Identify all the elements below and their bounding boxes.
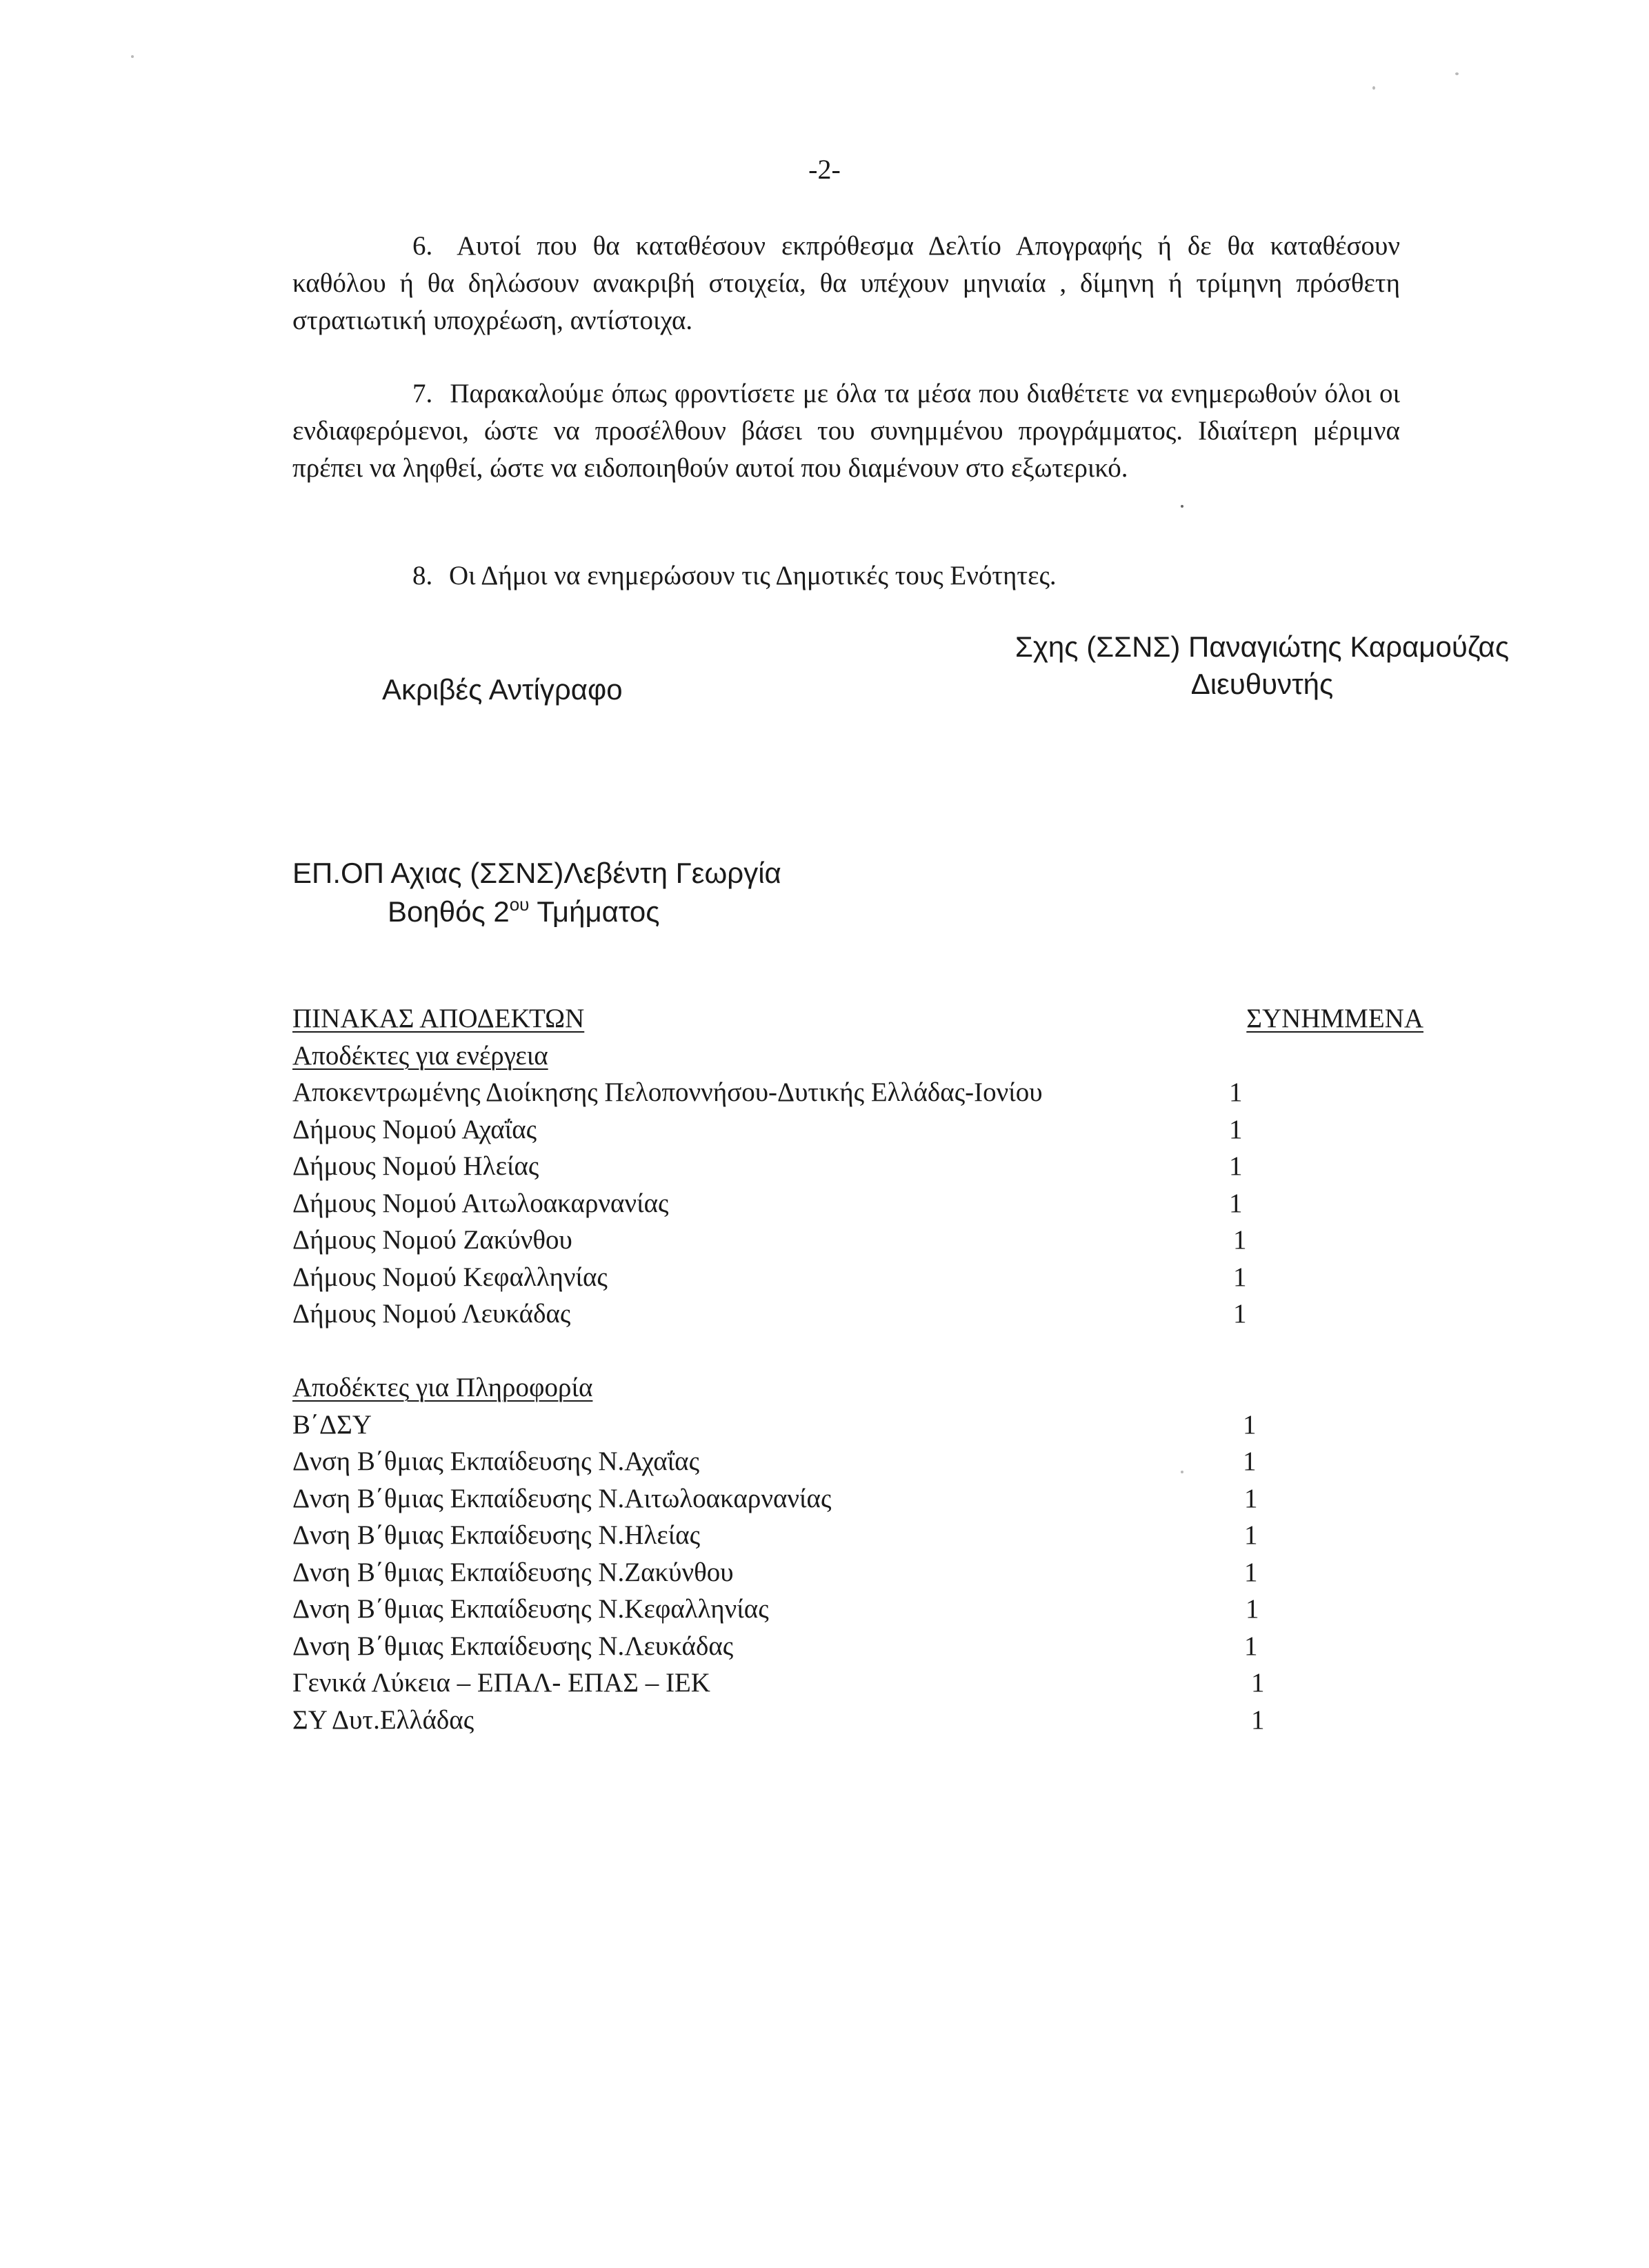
info-group-title-row bbox=[292, 1369, 1423, 1406]
officer-role-prefix: Βοηθός 2 bbox=[388, 895, 510, 928]
recipient-name: Δνση Β΄θμιας Εκπαίδευσης Ν.Ζακύνθου bbox=[292, 1557, 734, 1587]
recipient-name: Β΄ΔΣΥ bbox=[292, 1409, 372, 1440]
paragraph-number: 7. bbox=[412, 379, 433, 408]
recipient-name: Δήμους Νομού Λευκάδας bbox=[292, 1299, 571, 1329]
recipient-name: Δήμους Νομού Ζακύνθου bbox=[292, 1225, 572, 1255]
recipients-table bbox=[292, 1000, 1423, 1738]
recipient-name: ΣΥ Δυτ.Ελλάδας bbox=[292, 1704, 474, 1735]
officer-role bbox=[388, 893, 660, 931]
recipient-quantity: 1 bbox=[1229, 1151, 1243, 1181]
exact-copy-label: Ακριβές Αντίγραφο bbox=[382, 673, 623, 706]
scan-speck bbox=[1372, 86, 1375, 90]
recipient-row bbox=[292, 1591, 1423, 1628]
scan-speck bbox=[131, 55, 134, 58]
paragraph-7 bbox=[292, 375, 1400, 487]
recipient-name: Δνση Β΄θμιας Εκπαίδευσης Ν.Λευκάδας bbox=[292, 1631, 734, 1661]
recipient-row bbox=[292, 1222, 1423, 1259]
recipient-row bbox=[292, 1185, 1423, 1222]
signature-role: Διευθυντής bbox=[1190, 668, 1334, 700]
group-spacer bbox=[292, 1333, 1423, 1370]
recipient-name: Δνση Β΄θμιας Εκπαίδευσης Ν.Αχαΐας bbox=[292, 1446, 700, 1476]
recipient-row bbox=[292, 1554, 1423, 1591]
scan-speck bbox=[1181, 505, 1183, 508]
action-group-title-row bbox=[292, 1037, 1423, 1075]
signature-name: Σχης (ΣΣΝΣ) Παναγιώτης Καραμούζας bbox=[1015, 630, 1510, 663]
paragraph-6 bbox=[292, 228, 1400, 339]
recipient-row bbox=[292, 1148, 1423, 1185]
officer-role-suffix: Τμήματος bbox=[529, 895, 660, 928]
paragraph-text: Αυτοί που θα καταθέσουν εκπρόθεσμα Δελτίο Απογραφής ή δε θα καταθέσουν καθόλου ή θα δηλώσουν ανακριβή στοιχεία, θα υπέχουν μηνιαία , δίμηνη ή τρίμηνη πρόσθετη στρατιωτική υποχρέωση, αντίστοιχα. bbox=[292, 231, 1400, 335]
recipient-row bbox=[292, 1480, 1423, 1518]
recipient-row bbox=[292, 1406, 1423, 1444]
recipient-quantity: 1 bbox=[1233, 1225, 1247, 1255]
recipient-name: Δνση Β΄θμιας Εκπαίδευσης Ν.Ηλείας bbox=[292, 1520, 701, 1550]
recipient-row bbox=[292, 1628, 1423, 1665]
officer-name: ΕΠ.ΟΠ Αχιας (ΣΣΝΣ)Λεβέντη Γεωργία bbox=[292, 857, 781, 889]
recipient-name: Δνση Β΄θμιας Εκπαίδευσης Ν.Κεφαλληνίας bbox=[292, 1594, 769, 1624]
recipient-row bbox=[292, 1517, 1423, 1554]
paragraph-8 bbox=[292, 557, 1400, 595]
recipient-row bbox=[292, 1664, 1423, 1702]
attachments-column-header: ΣΥΝΗΜΜΕΝΑ bbox=[1246, 1004, 1423, 1033]
recipients-table-title: ΠΙΝΑΚΑΣ ΑΠΟΔΕΚΤΩΝ bbox=[292, 1004, 585, 1033]
recipient-quantity: 1 bbox=[1251, 1704, 1265, 1735]
recipient-row bbox=[292, 1259, 1423, 1296]
recipient-quantity: 1 bbox=[1233, 1299, 1247, 1329]
recipient-name: Αποκεντρωμένης Διοίκησης Πελοποννήσου-Δυτικής Ελλάδας-Ιονίου bbox=[292, 1077, 1043, 1107]
recipient-quantity: 1 bbox=[1229, 1188, 1243, 1218]
recipient-row bbox=[292, 1295, 1423, 1333]
recipient-name: Δήμους Νομού Ηλείας bbox=[292, 1151, 539, 1181]
paragraph-number: 8. bbox=[412, 561, 433, 590]
recipient-quantity: 1 bbox=[1243, 1446, 1257, 1476]
recipient-quantity: 1 bbox=[1229, 1077, 1243, 1107]
paragraph-number: 6. bbox=[412, 231, 433, 261]
recipient-name: Δνση Β΄θμιας Εκπαίδευσης Ν.Αιτωλοακαρνανίας bbox=[292, 1483, 832, 1513]
action-recipients-list bbox=[292, 1074, 1423, 1333]
recipient-row bbox=[292, 1702, 1423, 1739]
recipient-quantity: 1 bbox=[1244, 1483, 1258, 1513]
recipient-quantity: 1 bbox=[1251, 1668, 1265, 1698]
recipient-name: Γενικά Λύκεια – ΕΠΑΛ- ΕΠΑΣ – ΙΕΚ bbox=[292, 1668, 710, 1698]
recipient-row bbox=[292, 1111, 1423, 1148]
recipient-quantity: 1 bbox=[1246, 1594, 1259, 1624]
recipient-quantity: 1 bbox=[1229, 1114, 1243, 1144]
officer-role-ordinal: ου bbox=[509, 894, 530, 915]
recipient-quantity: 1 bbox=[1244, 1520, 1258, 1550]
recipient-quantity: 1 bbox=[1233, 1262, 1247, 1292]
scan-speck bbox=[1455, 72, 1459, 75]
recipient-quantity: 1 bbox=[1243, 1409, 1257, 1440]
recipient-row bbox=[292, 1074, 1423, 1111]
recipient-quantity: 1 bbox=[1244, 1631, 1258, 1661]
recipient-row bbox=[292, 1443, 1423, 1480]
paragraph-text: Παρακαλούμε όπως φροντίσετε με όλα τα μέσα που διαθέτετε να ενημερωθούν όλοι οι ενδιαφερόμενοι, ώστε να προσέλθουν βάσει του συνημμένου προγράμματος. Ιδιαίτερη μέριμνα πρέπει να ληφθεί, ώστε να ειδοποιηθούν αυτοί που διαμένουν στο εξωτερικό. bbox=[292, 379, 1400, 483]
page-number: -2- bbox=[808, 154, 841, 185]
recipient-name: Δήμους Νομού Αχαΐας bbox=[292, 1114, 537, 1144]
paragraph-text: Οι Δήμοι να ενημερώσουν τις Δημοτικές τους Ενότητες. bbox=[449, 561, 1057, 590]
action-group-title: Αποδέκτες για ενέργεια bbox=[292, 1040, 548, 1071]
recipient-quantity: 1 bbox=[1244, 1557, 1258, 1587]
info-group-title: Αποδέκτες για Πληροφορία bbox=[292, 1373, 593, 1402]
recipients-header-row bbox=[292, 1000, 1423, 1037]
recipient-name: Δήμους Νομού Κεφαλληνίας bbox=[292, 1262, 608, 1292]
info-recipients-list bbox=[292, 1406, 1423, 1739]
recipient-name: Δήμους Νομού Αιτωλοακαρνανίας bbox=[292, 1188, 669, 1218]
